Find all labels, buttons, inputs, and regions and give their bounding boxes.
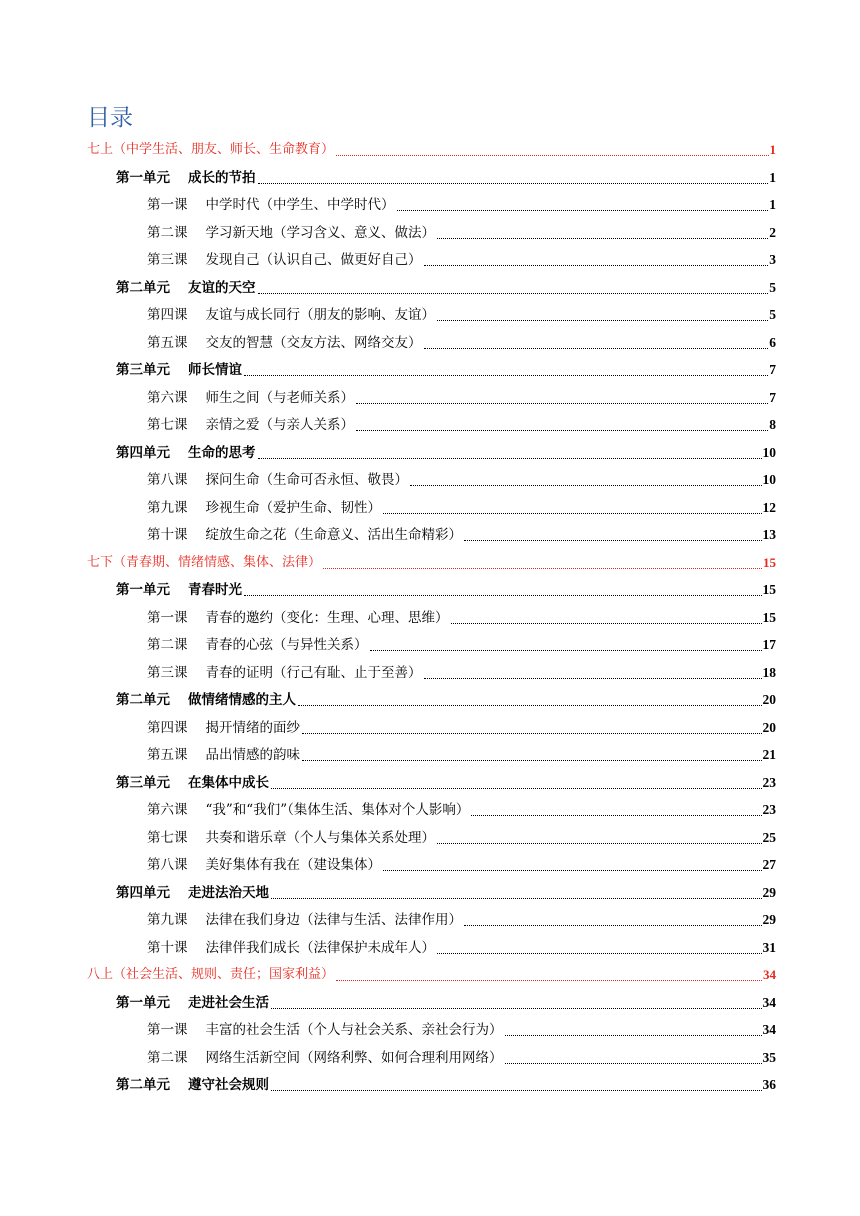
toc-entry-number: 第二课 <box>147 637 188 653</box>
toc-page-number: 34 <box>762 994 776 1010</box>
dot-leader <box>244 374 768 376</box>
dot-leader <box>437 952 762 954</box>
toc-title: 目录 <box>87 105 133 131</box>
toc-page-number: 18 <box>762 664 776 680</box>
toc-entry-text <box>147 829 435 847</box>
toc-unit-entry[interactable] <box>116 440 776 462</box>
toc-page-number: 15 <box>762 609 776 625</box>
toc-entry-label: 网络生活新空间（网络利弊、如何合理利用网络） <box>205 1049 503 1066</box>
dot-leader <box>437 319 768 321</box>
toc-unit-entry[interactable] <box>116 577 776 599</box>
toc-entry-number: 第二课 <box>147 1049 188 1066</box>
toc-page-number: 3 <box>769 252 776 267</box>
toc-entry-number: 第二单元 <box>116 692 170 708</box>
toc-entry-number: 第三单元 <box>116 362 170 378</box>
toc-entry-label: 探问生命（生命可否永恒、敬畏） <box>205 472 408 488</box>
toc-unit-entry[interactable] <box>116 770 776 792</box>
toc-page-number: 20 <box>762 719 776 735</box>
toc-entry-text <box>116 774 269 792</box>
toc-page-number: 5 <box>769 279 776 295</box>
toc-page-number: 7 <box>769 362 776 377</box>
toc-entry-number: 第九课 <box>147 912 188 928</box>
toc-page-number: 5 <box>769 307 776 322</box>
toc-unit-entry[interactable] <box>116 880 776 902</box>
toc-entry-text <box>147 334 422 352</box>
dot-leader <box>258 457 762 459</box>
toc-entry-text: 七上（中学生活、朋友、师长、生命教育） <box>87 142 335 157</box>
toc-entry-label: 成长的节拍 <box>188 169 256 186</box>
toc-entry-label: 走进社会生活 <box>188 994 269 1011</box>
toc-entry-text <box>147 389 354 407</box>
toc-entry-label: 绽放生命之花（生命意义、活出生命精彩） <box>205 527 462 543</box>
dot-leader <box>383 512 762 514</box>
dot-leader <box>424 677 762 679</box>
toc-entry-label: “我”和“我们”（集体生活、集体对个人影响） <box>205 802 470 818</box>
toc-entry-number: 第十课 <box>147 939 188 956</box>
toc-entry-number: 第一课 <box>147 197 188 213</box>
toc-lesson-entry[interactable] <box>147 907 776 929</box>
toc-page-number: 7 <box>769 389 776 405</box>
toc-lesson-entry[interactable] <box>147 385 776 407</box>
toc-entry-number: 第五课 <box>147 747 188 763</box>
toc-page-number: 21 <box>762 747 776 762</box>
toc-entry-number: 第二单元 <box>116 279 170 296</box>
dot-leader <box>397 209 769 211</box>
toc-unit-entry[interactable] <box>116 275 776 297</box>
toc-entry-number: 第四课 <box>147 307 188 323</box>
toc-page-number: 25 <box>762 829 776 845</box>
toc-entry-number: 第三课 <box>147 252 188 268</box>
toc-page-number: 29 <box>762 912 776 927</box>
toc-entry-number: 第四单元 <box>116 884 170 901</box>
toc-entry-label: 师长情谊 <box>188 362 242 378</box>
toc-page-number: 1 <box>769 142 776 157</box>
dot-leader <box>298 704 762 706</box>
toc-page-number: 13 <box>762 527 776 542</box>
toc-entry-label: 交友的智慧（交友方法、网络交友） <box>205 334 422 351</box>
toc-unit-entry[interactable] <box>116 990 776 1012</box>
toc-lesson-entry[interactable] <box>147 412 776 434</box>
toc-lesson-entry[interactable] <box>147 660 776 682</box>
toc-page-number: 23 <box>762 774 776 790</box>
dot-leader <box>336 154 768 156</box>
toc-lesson-entry[interactable] <box>147 495 776 517</box>
toc-entry-text <box>147 526 462 544</box>
toc-entry-label: 青春的证明（行己有耻、止于至善） <box>205 664 422 681</box>
toc-entry-text: 八上（社会生活、规则、责任；国家利益） <box>87 967 335 982</box>
toc-entry-text <box>147 224 435 242</box>
dot-leader <box>271 787 762 789</box>
toc-unit-entry[interactable] <box>116 1072 776 1094</box>
toc-entry-number: 第十课 <box>147 527 188 543</box>
toc-entry-number: 第九课 <box>147 499 188 516</box>
toc-entry-label: 友谊与成长同行（朋友的影响、友谊） <box>205 307 435 323</box>
dot-leader <box>424 264 769 266</box>
toc-entry-label: 青春的心弦（与异性关系） <box>205 637 368 653</box>
toc-page-number: 8 <box>769 417 776 432</box>
toc-entry-text <box>116 279 256 297</box>
toc-entry-text <box>147 939 435 957</box>
toc-page-number: 1 <box>769 197 776 212</box>
toc-entry-text <box>147 196 395 214</box>
toc-page-number: 35 <box>762 1049 776 1065</box>
dot-leader <box>410 484 762 486</box>
dot-leader <box>258 292 769 294</box>
toc-entry-label: 揭开情绪的面纱 <box>205 719 300 736</box>
toc-entry-text <box>147 856 381 874</box>
toc-entry-label: 师生之间（与老师关系） <box>205 389 354 406</box>
toc-lesson-entry[interactable] <box>147 330 776 352</box>
toc-entry-label: 法律伴我们成长（法律保护未成年人） <box>205 939 435 956</box>
toc-page-number: 34 <box>763 967 776 982</box>
toc-lesson-entry[interactable] <box>147 522 776 544</box>
toc-entry-text <box>147 801 469 819</box>
toc-page-number: 15 <box>763 554 776 570</box>
toc-entry-number: 第六课 <box>147 389 188 406</box>
toc-entry-text <box>116 169 256 187</box>
toc-entry-number: 第八课 <box>147 857 188 873</box>
dot-leader <box>302 732 762 734</box>
toc-entry-text <box>116 444 256 462</box>
toc-lesson-entry[interactable] <box>147 825 776 847</box>
toc-entry-number: 第二单元 <box>116 1077 170 1093</box>
toc-entry-text <box>147 911 462 929</box>
toc-unit-entry[interactable] <box>116 165 776 187</box>
dot-leader <box>271 897 762 899</box>
toc-entry-text <box>147 416 354 434</box>
toc-entry-number: 第五课 <box>147 334 188 351</box>
toc-lesson-entry[interactable] <box>147 742 776 764</box>
toc-page-number: 12 <box>762 499 776 515</box>
toc-entry-number: 第一单元 <box>116 169 170 186</box>
toc-lesson-entry[interactable] <box>147 715 776 737</box>
toc-entry-label: 珍视生命（爱护生命、韧性） <box>205 499 381 516</box>
toc-page-number: 15 <box>762 582 776 597</box>
toc-entry-text: 七下（青春期、情绪情感、集体、法律） <box>87 554 322 570</box>
toc-entry-text <box>147 609 449 627</box>
toc-lesson-entry[interactable] <box>147 935 776 957</box>
toc-lesson-entry[interactable] <box>147 220 776 242</box>
toc-entry-text <box>116 1076 269 1094</box>
toc-unit-entry[interactable] <box>116 357 776 379</box>
toc-entry-label: 亲情之爱（与亲人关系） <box>205 417 354 433</box>
toc-page-number: 1 <box>769 169 776 185</box>
toc-lesson-entry[interactable] <box>147 467 776 489</box>
toc-page-number: 23 <box>762 802 776 817</box>
dot-leader <box>383 869 762 871</box>
toc-lesson-entry[interactable] <box>147 302 776 324</box>
toc-entry-label: 遵守社会规则 <box>188 1077 269 1093</box>
toc-grade-entry[interactable] <box>87 137 776 159</box>
toc-entry-number: 第一课 <box>147 609 188 626</box>
toc-grade-entry[interactable] <box>87 550 776 572</box>
toc-entry-number: 第三课 <box>147 664 188 681</box>
toc-entry-text <box>147 251 422 269</box>
toc-lesson-entry[interactable] <box>147 1045 776 1067</box>
toc-page-number: 27 <box>762 857 776 872</box>
toc-entry-text <box>147 471 408 489</box>
dot-leader <box>437 842 762 844</box>
dot-leader <box>302 759 762 761</box>
toc-page-number: 10 <box>762 444 776 460</box>
toc-entry-label: 美好集体有我在（建设集体） <box>205 857 381 873</box>
toc-lesson-entry[interactable] <box>147 247 776 269</box>
toc-entry-text <box>147 1049 503 1067</box>
dot-leader <box>244 594 762 596</box>
dot-leader <box>356 402 768 404</box>
toc-entry-label: 发现自己（认识自己、做更好自己） <box>205 252 422 268</box>
toc-entry-text <box>147 499 381 517</box>
toc-entry-number: 第一单元 <box>116 994 170 1011</box>
dot-leader <box>464 539 762 541</box>
toc-entry-label: 走进法治天地 <box>188 884 269 901</box>
toc-entry-text <box>147 746 300 764</box>
toc-entry-label: 共奏和谐乐章（个人与集体关系处理） <box>205 829 435 846</box>
toc-entry-number: 第三单元 <box>116 774 170 791</box>
toc-entry-label: 中学时代（中学生、中学时代） <box>205 197 395 213</box>
dot-leader <box>471 814 761 816</box>
toc-entry-label: 法律在我们身边（法律与生活、法律作用） <box>205 912 462 928</box>
toc-entry-label: 友谊的天空 <box>188 279 256 296</box>
dot-leader <box>464 924 762 926</box>
toc-entry-number: 第六课 <box>147 802 188 818</box>
toc-page-number: 36 <box>762 1077 776 1092</box>
toc-entry-text <box>147 1021 503 1039</box>
toc-lesson-entry[interactable] <box>147 605 776 627</box>
dot-leader <box>356 429 768 431</box>
dot-leader <box>505 1062 762 1064</box>
dot-leader <box>323 567 762 569</box>
toc-entry-number: 第一单元 <box>116 582 170 598</box>
dot-leader <box>271 1007 762 1009</box>
toc-entry-label: 品出情感的韵味 <box>205 747 300 763</box>
toc-lesson-entry[interactable] <box>147 632 776 654</box>
toc-entry-text <box>116 691 296 709</box>
toc-page-number: 2 <box>769 224 776 240</box>
toc-grade-entry[interactable] <box>87 962 776 984</box>
toc-entry-label: 青春的邀约（变化：生理、心理、思维） <box>205 609 449 626</box>
toc-entry-text <box>147 719 300 737</box>
dot-leader <box>258 182 769 184</box>
toc-entry-number: 第一课 <box>147 1022 188 1038</box>
toc-page-number: 6 <box>769 334 776 350</box>
toc-entry-label: 学习新天地（学习含义、意义、做法） <box>205 224 435 241</box>
toc-entry-number: 第四课 <box>147 719 188 736</box>
toc-entry-text <box>116 361 242 379</box>
toc-lesson-entry[interactable] <box>147 797 776 819</box>
toc-unit-entry[interactable] <box>116 687 776 709</box>
toc-lesson-entry[interactable] <box>147 852 776 874</box>
toc-page-number: 20 <box>762 692 776 707</box>
toc-page-number: 17 <box>762 637 776 652</box>
toc-page-number: 29 <box>762 884 776 900</box>
toc-entry-number: 第四单元 <box>116 444 170 461</box>
toc-entry-number: 第七课 <box>147 417 188 433</box>
toc-entry-text <box>116 884 269 902</box>
toc-entry-number: 第七课 <box>147 829 188 846</box>
toc-entry-label: 做情绪情感的主人 <box>188 692 296 708</box>
toc-entry-text <box>116 994 269 1012</box>
toc-page-number: 10 <box>762 472 776 487</box>
dot-leader <box>505 1034 762 1036</box>
toc-page-number: 31 <box>762 939 776 955</box>
toc-entry-text <box>147 306 435 324</box>
toc-entry-label: 生命的思考 <box>188 444 256 461</box>
toc-entry-text <box>147 636 368 654</box>
toc-lesson-entry[interactable] <box>147 1017 776 1039</box>
dot-leader <box>424 347 769 349</box>
toc-entry-label: 丰富的社会生活（个人与社会关系、亲社会行为） <box>205 1022 503 1038</box>
dot-leader <box>437 237 768 239</box>
toc-page-number: 34 <box>762 1022 776 1037</box>
dot-leader <box>336 979 762 981</box>
dot-leader <box>271 1089 762 1091</box>
toc-entry-text <box>116 581 242 599</box>
toc-entry-label: 青春时光 <box>188 582 242 598</box>
toc-lesson-entry[interactable] <box>147 192 776 214</box>
toc-entry-label: 在集体中成长 <box>188 774 269 791</box>
dot-leader <box>370 649 762 651</box>
toc-entry-number: 第八课 <box>147 472 188 488</box>
toc-entry-text <box>147 664 422 682</box>
toc-entry-number: 第二课 <box>147 224 188 241</box>
dot-leader <box>451 622 762 624</box>
